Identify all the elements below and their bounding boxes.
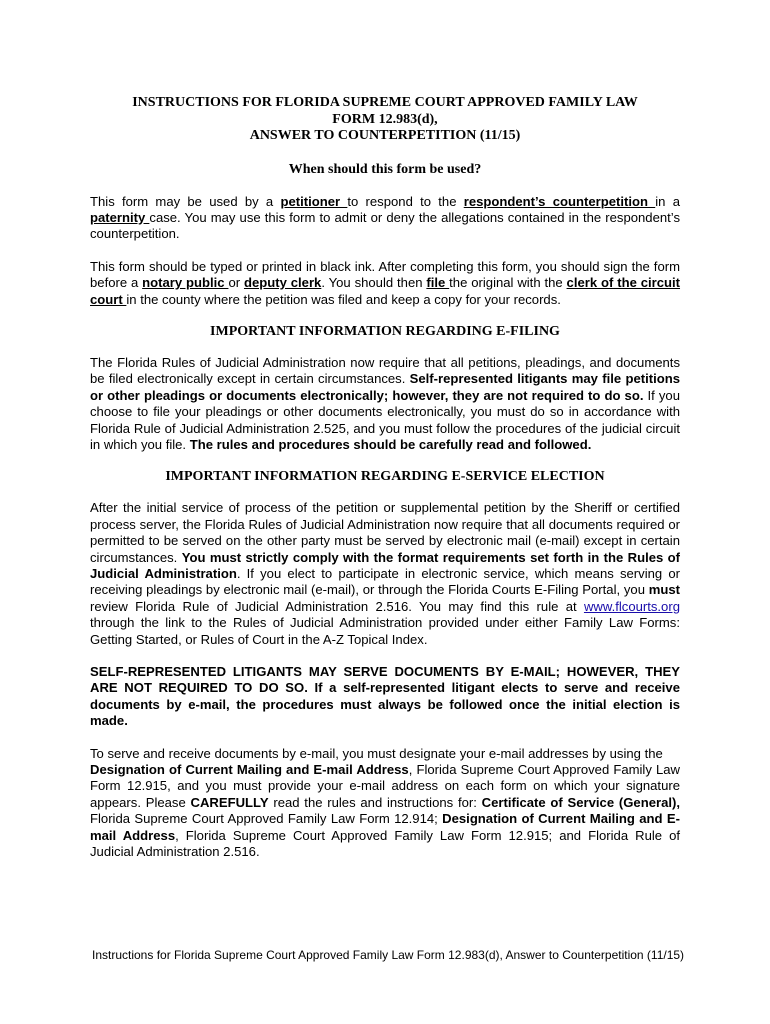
term-paternity: paternity <box>90 209 150 225</box>
email-designation-paragraph: To serve and receive documents by e-mail, you must designate your e-mail addresses by using the Designation of Current Mailing and E-mail Address, Florida Supreme Court Approved Family Law Form 12.915, and you must provide your e-mail address on each form on which your signature appears. Please CAREFULLY read the rules and instructions for: Certificate of Service (General), Florida Supreme Court Approved Family Law Form 12.914; Designation of Current Mailing and E-mail Address, Florida Supreme Court Approved Family Law Form 12.915; and Florida Rule of Judicial Administration 2.516. <box>90 745 680 860</box>
term-deputy-clerk: deputy clerk <box>243 275 322 291</box>
usage-paragraph: This form may be used by a petitioner to respond to the respondent’s counterpetition in a paternity case. You may use this form to admit or deny the allegations contained in the respondent’s counterpetition. <box>90 193 680 242</box>
eservice-paragraph: After the initial service of process of the petition or supplemental petition by the Sheriff or certified process server, the Florida Rules of Judicial Administration now require that all documents required or permitted to be served on the other party must be served by electronic mail (e-mail) except in certain circumstances. You must strictly comply with the format requirements set forth in the Rules of Judicial Administration. If you elect to participate in electronic service, which means serving or receiving pleadings by electronic mail (e-mail), or through the Florida Courts E-Filing Portal, you must review Florida Rule of Judicial Administration 2.516. You may find this rule at www.flcourts.org through the link to the Rules of Judicial Administration provided under either Family Law Forms: Getting Started, or Rules of Court in the A-Z Topical Index. <box>90 500 681 647</box>
title-line-1: INSTRUCTIONS FOR FLORIDA SUPREME COURT APPROVED FAMILY LAW <box>132 95 638 110</box>
when-used-heading: When should this form be used? <box>288 161 482 177</box>
term-file: file <box>426 275 450 291</box>
term-clerk-of-circuit-court: clerk of the circuit court <box>90 275 681 307</box>
flcourts-link[interactable]: www.flcourts.org <box>583 598 680 614</box>
document-body <box>90 95 680 861</box>
self-represented-notice: SELF-REPRESENTED LITIGANTS MAY SERVE DOCUMENTS BY E-MAIL; HOWEVER, THEY ARE NOT REQUIRED TO DO SO. If a self-represented litigant elects to serve and receive documents by e-mail, the procedures must always be followed once the initial election is made. <box>90 664 680 729</box>
term-respondents-counterpetition: respondent’s counterpetition <box>463 193 656 209</box>
filing-paragraph: This form should be typed or printed in black ink. After completing this form, you should sign the form before a notary public or deputy clerk. You should then file the original with the clerk of the circuit court in the county where the petition was filed and keep a copy for your records. <box>90 258 681 307</box>
page-footer: Instructions for Florida Supreme Court Approved Family Law Form 12.983(d), Answer to Counterpetition (11/15) <box>92 948 685 962</box>
efiling-heading: IMPORTANT INFORMATION REGARDING E-FILING <box>210 323 560 339</box>
title-line-3: ANSWER TO COUNTERPETITION (11/15) <box>249 128 521 143</box>
term-petitioner: petitioner <box>280 193 348 209</box>
eservice-heading: IMPORTANT INFORMATION REGARDING E-SERVICE ELECTION <box>165 469 605 485</box>
title-line-2: FORM 12.983(d), <box>332 111 438 127</box>
efiling-paragraph: The Florida Rules of Judicial Administration now require that all petitions, pleadings, and documents be filed electronically except in certain circumstances. Self-represented litigants may file petitions or other pleadings or documents electronically; however, they are not required to do so. If you choose to file your pleadings or other documents electronically, you must do so in accordance with Florida Rule of Judicial Administration 2.525, and you must follow the procedures of the judicial circuit in which you file. The rules and procedures should be carefully read and followed. <box>90 354 680 452</box>
term-notary-public: notary public <box>142 275 229 291</box>
document-title <box>90 95 680 145</box>
